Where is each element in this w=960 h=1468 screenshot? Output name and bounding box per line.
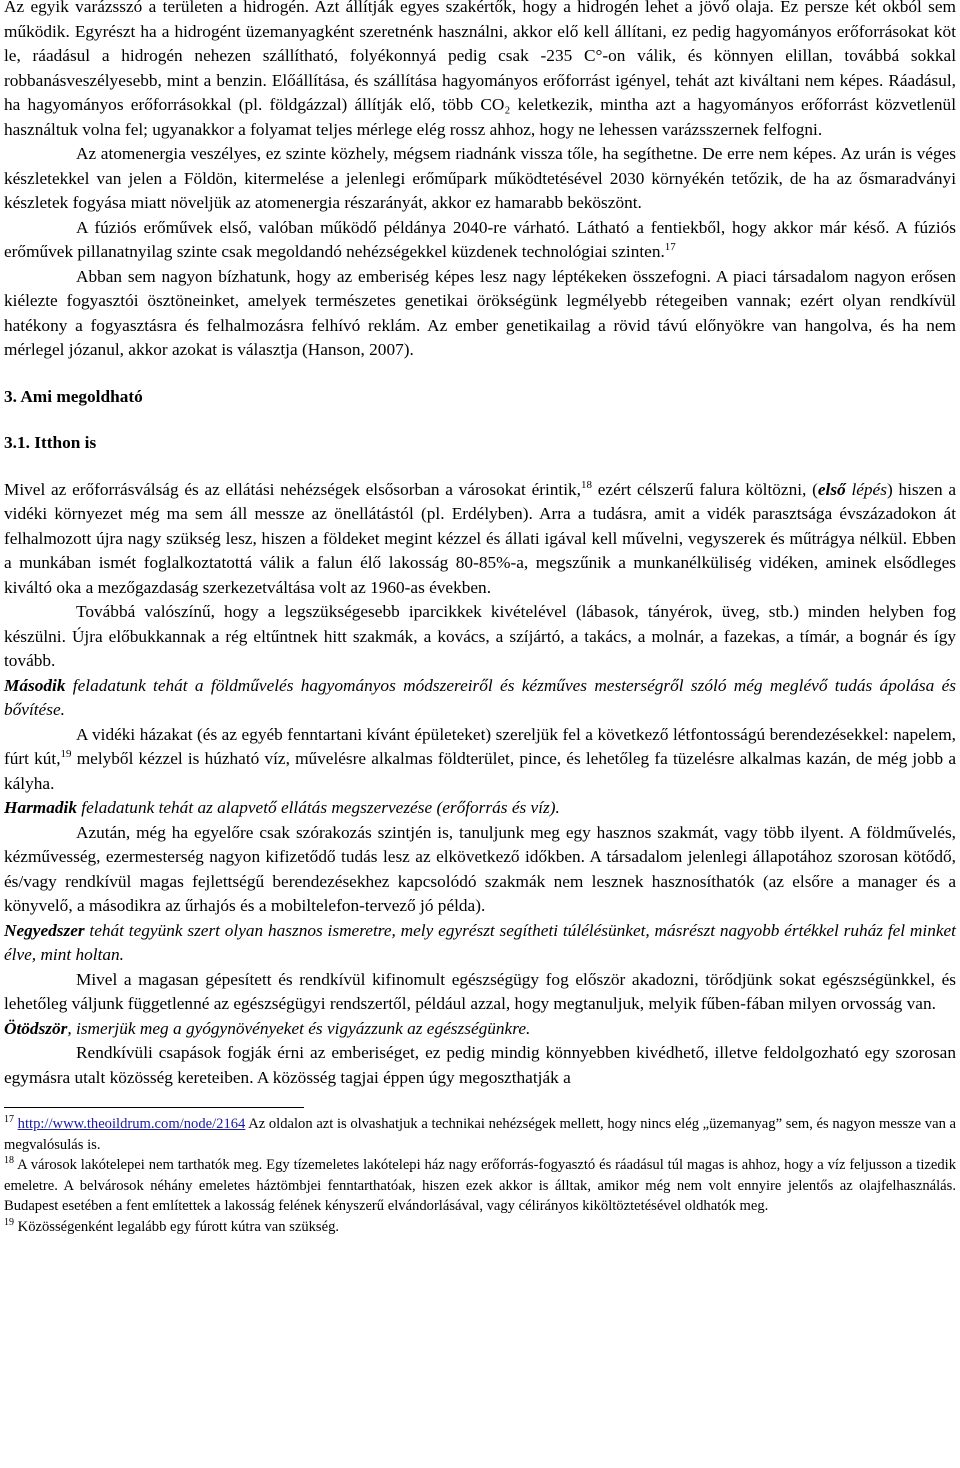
footnote-number: 17 bbox=[4, 1114, 14, 1126]
fourth-emphasis: Negyedszer bbox=[4, 920, 85, 940]
footnote-ref-17[interactable]: 17 bbox=[664, 241, 676, 254]
paragraph-fourth-task bbox=[4, 919, 956, 968]
paragraph-community: Rendkívüli csapások fogják érni az emberiséget, ez pedig mindig könnyebben kivédhető, illetve feldolgozható egy szorosan egymásra utalt közösség kereteiben. A közösség tagjai éppen úgy megoszthatják a bbox=[4, 1043, 956, 1087]
paragraph-text: feladatunk tehát az alapvető ellátás megszervezése (erőforrás és víz). bbox=[76, 798, 560, 817]
paragraph-text: feladatunk tehát a földművelés hagyományos módszereiről és kézműves mesterségről szóló még meglévő tudás ápolása és bővítése. bbox=[4, 675, 956, 719]
paragraph-text: ezért célszerű falura költözni, ( bbox=[592, 479, 818, 499]
footnote-17 bbox=[4, 1114, 956, 1155]
paragraph-local-production: Továbbá valószínű, hogy a legszükségesebb iparcikkek kivételével (lábasok, tányérok, üveg, stb.) minden helyben fog készülni. Újra előbukkannak a rég eltűntnek hitt szakmák, a kovács, a szíjártó, a takács, a molnár, a fazekas, a tímár, a bognár és így tovább. bbox=[4, 602, 956, 670]
first-step-emphasis: első bbox=[817, 479, 846, 499]
third-emphasis: Harmadik bbox=[4, 798, 77, 817]
footnote-separator bbox=[4, 1107, 304, 1108]
footnote-text: A városok lakótelepei nem tarthatók meg. Egy tízemeletes lakótelepi ház nagy erőforrás-fogyasztó és ráadásul túl magas is ahhoz, hogy a víz feljusson a tizedik emeletre. A belvárosok néhány emeletes háztömbjei fenntarthatóak, hiszen ezek akkor is álltak, amikor még nem volt ennyire jelentős az olajfelhasználás. Budapest esetében a fent említettek a lakosság felének kényszerű elvándorlásával, vagy célirányos kiköltöztetésével oldhatók meg. bbox=[4, 1157, 956, 1214]
fifth-emphasis: Ötödször bbox=[4, 1018, 68, 1038]
footnote-ref-19[interactable]: 19 bbox=[60, 748, 72, 761]
footnote-number: 18 bbox=[4, 1155, 14, 1167]
paragraph-health: Mivel a magasan gépesített és rendkívül kifinomult egészségügy fog először akadozni, törődjünk sokat egészségünkkel, és lehetőleg váljunk függetlenné az egészségügyi rendszertől, például azzal, hogy megtanuljuk, melyik fűben-fában milyen orvosság van. bbox=[4, 969, 956, 1013]
section-heading-3-1: 3.1. Itthon is bbox=[4, 433, 97, 452]
footnote-number: 19 bbox=[4, 1216, 14, 1228]
paragraph-text: A vidéki házakat (és az egyéb fenntartani kívánt épületeket) szereljük fel a következő létfontosságú berendezésekkel: napelem, fúrt kút, bbox=[4, 724, 956, 768]
footnote-link[interactable]: http://www.theoildrum.com/node/2164 bbox=[17, 1116, 246, 1132]
section-heading-3: 3. Ami megoldható bbox=[4, 386, 143, 406]
paragraph-second-task bbox=[4, 674, 956, 723]
paragraph-hydrogen: Az egyik varázsszó a területen a hidrogén. Azt állítják egyes szakértők, hogy a hidrogén lehet a jövő olaja. Ez persze két okból sem működik. Egyrészt ha a hidrogént üzemanyagként szeretnénk használni, akkor elő kell állítani, ez pedig hagyományos erőforrásokat köt le, ráadásul a hidrogén nehezen szállítható, folyékonnyá pedig csak -235 C°-on válik, és könnyen elillan, továbbá sokkal robbanásveszélyesebb, mint a benzin. Előállítása, és szállítása hagyományos erőforrást igényel, tehát azt kiváltani nem képes. Ráadásul, ha hagyományos erőforrásokkal (pl. földgázzal) állítják elő, több CO₂ keletkezik, mintha azt a hagyományos erőforrást közvetlenül használtuk volna fel; ugyanakkor a folyamat teljes mérlege elég rossz ahhoz, hogy ne lehessen varázsszernek felfogni. bbox=[4, 0, 956, 139]
paragraph-move-to-village bbox=[4, 478, 956, 601]
paragraph-fusion bbox=[4, 216, 956, 265]
paragraph-fifth-task bbox=[4, 1017, 956, 1042]
footnote-18 bbox=[4, 1155, 956, 1217]
footnote-ref-18[interactable]: 18 bbox=[581, 478, 592, 491]
paragraph-third-task bbox=[4, 796, 956, 821]
paragraph-text: ) hiszen a vidéki környezet még ma sem áll messze az önellátástól (pl. Erdélyben). Arra a tudásra, amit a vidék parasztsága évszázadokon át felhalmozott újra nagy szükség lesz, hiszen a földeket megint kézzel és állati igával kell művelni, vegyszerek és műtrágya nélkül. Ebben a munkában ismét foglalkoztatottá válik a falun élő lakosság 80-85%-a, megszűnik a munkanélküliség vidéken, aminek elsődleges kiváltó oka a mezőgazdaság szerkezetváltása volt az 1960-as években. bbox=[4, 479, 956, 597]
paragraph-text: melyből kézzel is húzható víz, művelésre alkalmas földterület, pince, és lehetőleg fa tüzelésre alkalmas kazán, de még jobb a kályha. bbox=[4, 749, 956, 793]
paragraph-learn-trade: Azután, még ha egyelőre csak szórakozás szintjén is, tanuljunk meg egy hasznos szakmát, vagy több ilyent. A földművelés, kézművesség, ezermesterség nagyon kifizetődő tudás lesz az elkövetkező időkben. A társadalom jelenlegi állapotához szorosan kötődő, és/vagy rendkívül magas fejlettségű berendezésekhez kapcsolódó szakmák nem lesznek hasznosíthatók (az elsőre a manager és a könyvelő, a másodikra az űrhajós és a mobiltelefon-tervező jó példa). bbox=[4, 822, 956, 915]
step-italic: lépés bbox=[845, 479, 887, 499]
paragraph-cooperation: Abban sem nagyon bízhatunk, hogy az emberiség képes lesz nagy léptékeken összefogni. A piaci társadalom nagyon erősen kiélezte fogyasztói ösztöneinket, amelyek természetes genetikai örökségünk legmélyebb rétegeiben vannak; ezért olyan rendkívül hatékony a fogyasztásra és felhalmozásra felhívó reklám. Az ember genetikailag a rövid távú előnyökre van hangolva, és ha nem mérlegel józanul, akkor azokat is választja (Hanson, 2007). bbox=[4, 266, 956, 359]
paragraph-text: Mivel az erőforrásválság és az ellátási nehézségek elsősorban a városokat érintik, bbox=[4, 479, 581, 499]
paragraph-text: tehát tegyünk szert olyan hasznos ismeretre, mely egyrészt segítheti túlélésünket, másrészt nagyobb értékkel ruház fel minket élve, mint holtan. bbox=[4, 920, 956, 964]
paragraph-text: , ismerjük meg a gyógynövényeket és vigyázzunk az egészségünkre. bbox=[67, 1018, 531, 1038]
paragraph-houses bbox=[4, 723, 956, 797]
paragraph-fusion-text: A fúziós erőművek első, valóban működő példánya 2040-re várható. Látható a fentiekből, hogy akkor már késő. A fúziós erőművek pillanatnyilag szinte csak megoldandó nehézségekkel küzdenek technológiai szinten. bbox=[4, 217, 956, 261]
footnote-19 bbox=[4, 1217, 956, 1238]
footnote-text: Az oldalon azt is olvashatjuk a technikai nehézségek mellett, hogy nincs elég „üzemanyag” sem, és nagyon messze van a megvalósulás is. bbox=[4, 1116, 957, 1153]
paragraph-nuclear: Az atomenergia veszélyes, ez szinte közhely, mégsem riadnánk vissza tőle, ha segíthetne. De erre nem képes. Az urán is véges készletekkel van jelen a Földön, kitermelése a jelenlegi erőműpark működtetésével 2030 környékén tetőzik, de ha az ősmaradványi készletek fogyása miatt növeljük az atomenergia részarányát, akkor ez hamarabb beköszönt. bbox=[4, 144, 956, 212]
second-emphasis: Második bbox=[4, 675, 66, 695]
footnote-text: Közösségenként legalább egy fúrott kútra van szükség. bbox=[14, 1218, 340, 1235]
